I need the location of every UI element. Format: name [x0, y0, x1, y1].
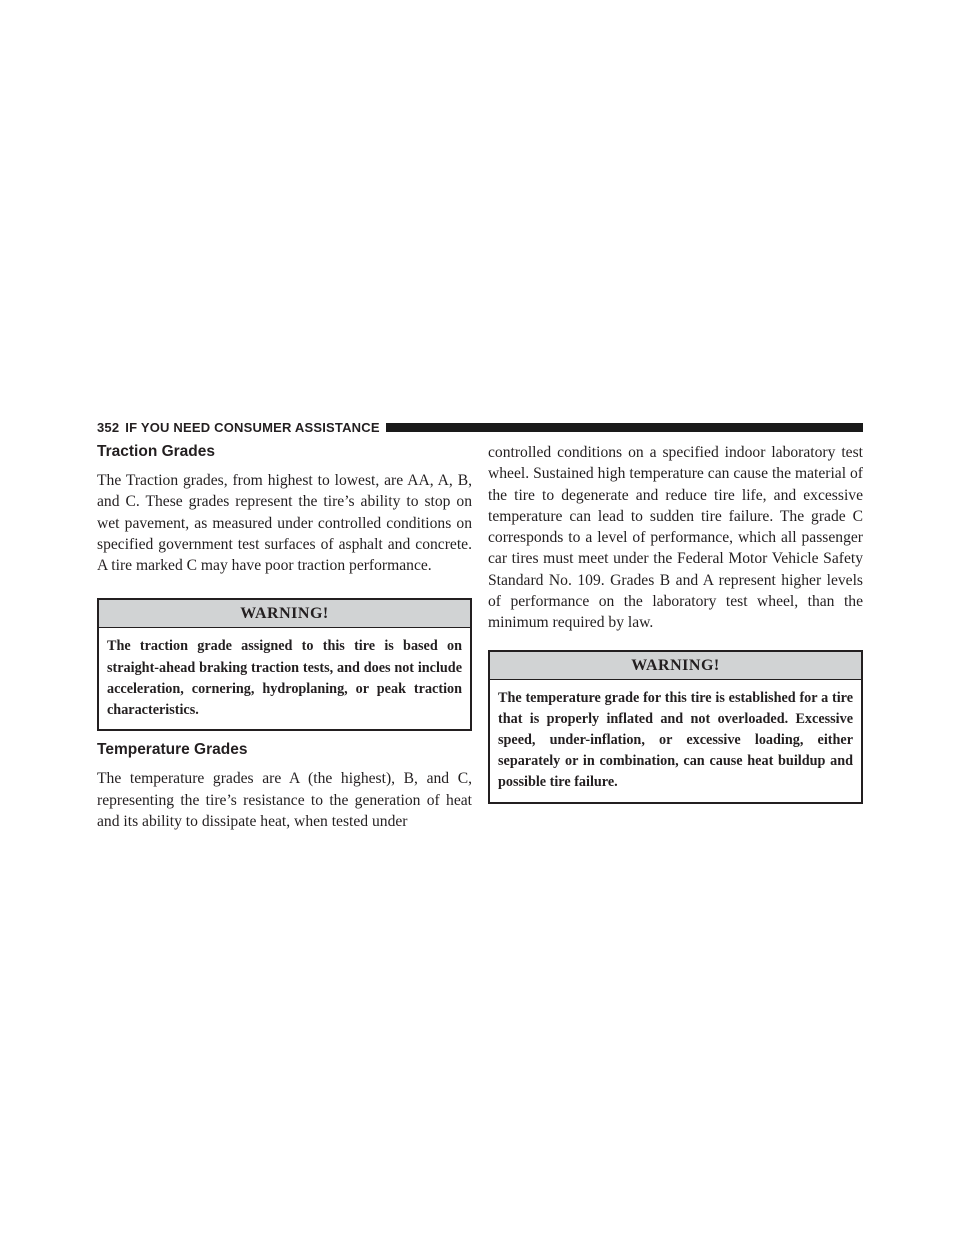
- traction-grades-heading: Traction Grades: [97, 443, 216, 460]
- temperature-warning-box: [488, 650, 863, 804]
- header-rule: [386, 423, 863, 432]
- temperature-grades-paragraph-start: The temperature grades are A (the highest), B, and C, representing the tire’s resistance to the generation of heat and its ability to dissipate heat, when tested under: [97, 770, 472, 830]
- traction-warning-box: [97, 598, 472, 731]
- running-header: [97, 418, 863, 436]
- right-column: [488, 442, 863, 804]
- chapter-title: IF YOU NEED CONSUMER ASSISTANCE: [125, 419, 380, 435]
- page-number: 352: [97, 419, 120, 435]
- traction-warning-text: The traction grade assigned to this tire is based on straight-ahead braking traction tests, and does not include acceleration, cornering, hydroplaning, or peak traction characteristics.: [107, 638, 462, 719]
- left-column: [97, 442, 472, 832]
- warning-title: WARNING!: [99, 600, 470, 628]
- temperature-grades-heading: Temperature Grades: [97, 741, 248, 759]
- temperature-grades-paragraph-continued: controlled conditions on a specified indoor laboratory test wheel. Sustained high temperature can cause the material of the tire to degenerate and reduce tire life, and excessive temperature can lead to sudden tire failure. The grade C corresponds to a level of performance, which all passenger car tires must meet under the Federal Motor Vehicle Safety Standard No. 109. Grades B and A represent higher levels of performance on the laboratory test wheel, than the minimum required by law.: [488, 444, 863, 632]
- warning-title: WARNING!: [490, 652, 861, 680]
- temperature-warning-text: The temperature grade for this tire is established for a tire that is properly inflated and not overloaded. Excessive speed, under-inflation, or excessive loading, either separately or in combination, can cause heat buildup and possible tire failure.: [498, 689, 853, 791]
- traction-grades-paragraph: The Traction grades, from highest to lowest, are AA, A, B, and C. These grades represent the tire’s ability to stop on wet pavement, as measured under controlled conditions on specified government test surfaces of asphalt and concrete. A tire marked C may have poor traction performance.: [97, 472, 472, 575]
